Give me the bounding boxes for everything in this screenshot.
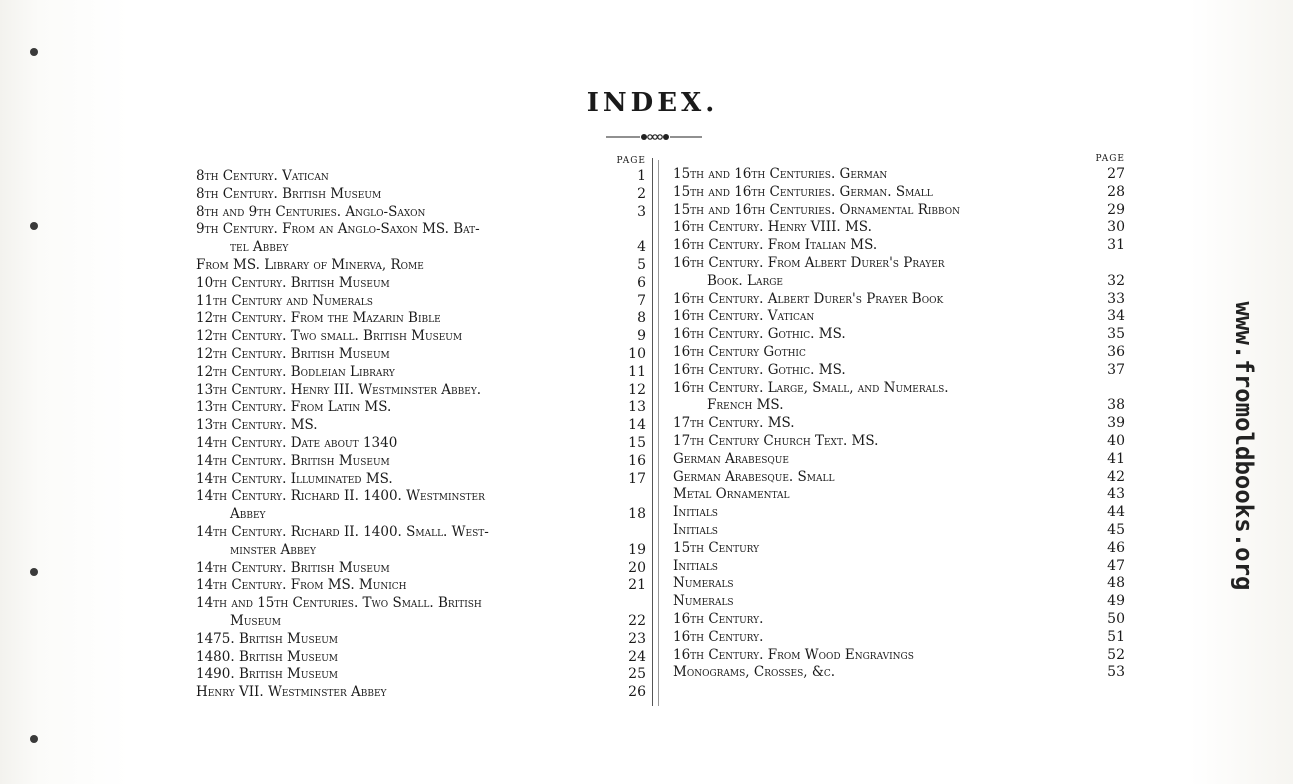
index-entry <box>673 291 1125 309</box>
page-column-header: PAGE <box>616 156 646 166</box>
entry-page-number: 18 <box>628 506 646 523</box>
entry-title: 16th Century Gothic <box>673 343 806 360</box>
index-entry <box>673 308 1125 326</box>
entry-page-number: 29 <box>1107 201 1125 218</box>
entry-page-number: 6 <box>637 274 646 291</box>
entry-title: 14th Century. Date about 1340 <box>196 434 398 451</box>
entry-title: 15th and 16th Centuries. German. Small <box>673 183 933 200</box>
entry-title: 14th and 15th Centuries. Two Small. British <box>196 595 482 612</box>
entry-title: 16th Century. From Wood Engravings <box>673 646 914 663</box>
entry-page-number: 38 <box>1107 397 1125 414</box>
entry-page-number: 48 <box>1107 575 1125 592</box>
entry-title: 1475. British Museum <box>196 630 338 647</box>
entry-page-number: 50 <box>1107 610 1125 627</box>
entry-page-number: 33 <box>1107 290 1125 307</box>
index-entry <box>673 237 1125 255</box>
index-entry <box>196 649 646 667</box>
entry-title: 14th Century. Richard II. 1400. Westminster <box>196 488 485 505</box>
index-entry <box>196 435 646 453</box>
entry-page-number: 7 <box>637 292 646 309</box>
index-entry <box>196 471 646 489</box>
entry-page-number: 20 <box>628 559 646 576</box>
entry-title-continued: minster Abbey <box>230 541 316 558</box>
index-entry <box>673 611 1125 629</box>
index-entry <box>673 575 1125 593</box>
entry-title: 1480. British Museum <box>196 648 338 665</box>
entry-title: 14th Century. From MS. Munich <box>196 577 407 594</box>
entry-title: Metal Ornamental <box>673 486 790 503</box>
entry-page-number: 19 <box>628 541 646 558</box>
index-entry <box>673 415 1125 433</box>
entry-page-number: 32 <box>1107 272 1125 289</box>
entry-title: Numerals <box>673 575 734 592</box>
index-entry <box>196 417 646 435</box>
entry-page-number: 24 <box>628 648 646 665</box>
entry-title: 16th Century. Henry VIII. MS. <box>673 219 872 236</box>
entry-page-number: 25 <box>628 666 646 683</box>
column-divider <box>658 160 659 706</box>
index-entry <box>673 486 1125 504</box>
entry-title: Numerals <box>673 593 734 610</box>
entry-title: 15th Century <box>673 539 760 556</box>
entry-title: German Arabesque <box>673 450 789 467</box>
entry-page-number: 5 <box>637 256 646 273</box>
index-entry <box>673 433 1125 451</box>
entry-title: 13th Century. MS. <box>196 417 318 434</box>
entry-title-continued: Abbey <box>230 506 266 523</box>
entry-page-number: 39 <box>1107 415 1125 432</box>
entry-page-number: 49 <box>1107 593 1125 610</box>
ornament-rule-icon <box>606 130 702 144</box>
entry-page-number: 2 <box>637 185 646 202</box>
entry-page-number: 16 <box>628 452 646 469</box>
index-column-right <box>673 152 1125 682</box>
entry-page-number: 42 <box>1107 468 1125 485</box>
entry-title: 16th Century. Gothic. MS. <box>673 361 846 378</box>
index-entry <box>196 382 646 400</box>
entry-title: 12th Century. British Museum <box>196 345 390 362</box>
entry-page-number: 21 <box>628 577 646 594</box>
index-entry <box>196 221 646 257</box>
index-entry <box>196 257 646 275</box>
entry-title-continued: Museum <box>230 612 281 629</box>
entry-title: 16th Century. From Albert Durer's Prayer <box>673 254 945 271</box>
entry-page-number: 45 <box>1107 521 1125 538</box>
entry-page-number: 28 <box>1107 183 1125 200</box>
entry-title: 17th Century Church Text. MS. <box>673 432 879 449</box>
entry-page-number: 36 <box>1107 343 1125 360</box>
entry-title: 8th Century. British Museum <box>196 185 382 202</box>
index-entry <box>673 184 1125 202</box>
page-title: INDEX. <box>586 88 719 118</box>
index-entry <box>196 577 646 595</box>
entry-title: 16th Century. From Italian MS. <box>673 237 878 254</box>
index-entry <box>673 664 1125 682</box>
entry-page-number: 4 <box>637 239 646 256</box>
entry-page-number: 1 <box>637 168 646 184</box>
index-entry <box>196 631 646 649</box>
entry-page-number: 34 <box>1107 308 1125 325</box>
entry-title: 9th Century. From an Anglo-Saxon MS. Bat- <box>196 221 480 238</box>
entry-title: Monograms, Crosses, &c. <box>673 664 836 681</box>
index-entry <box>196 364 646 382</box>
index-entry <box>196 275 646 293</box>
index-entry <box>673 647 1125 665</box>
entry-title: Initials <box>673 521 718 538</box>
entry-title: 13th Century. Henry III. Westminster Abbey. <box>196 381 482 398</box>
index-entry <box>673 558 1125 576</box>
entry-title: 8th and 9th Centuries. Anglo-Saxon <box>196 203 426 220</box>
entry-page-number: 27 <box>1107 166 1125 182</box>
index-entry <box>196 560 646 578</box>
watermark-text: www.fromoldbooks.org <box>1230 301 1258 591</box>
index-entry <box>673 504 1125 522</box>
entry-title: 16th Century. <box>673 628 764 645</box>
index-entry <box>673 202 1125 220</box>
entry-page-number: 23 <box>628 630 646 647</box>
index-entry <box>196 453 646 471</box>
entry-title: 16th Century. Gothic. MS. <box>673 326 846 343</box>
index-list-right <box>673 166 1125 682</box>
index-entry <box>196 524 646 560</box>
entry-title: 12th Century. Bodleian Library <box>196 363 395 380</box>
index-entry <box>196 186 646 204</box>
entry-page-number: 17 <box>628 470 646 487</box>
entry-title: 13th Century. From Latin MS. <box>196 399 392 416</box>
binding-hole-mark <box>30 222 38 230</box>
index-entry <box>673 219 1125 237</box>
index-entry <box>673 380 1125 416</box>
entry-page-number: 3 <box>637 203 646 220</box>
index-list-left <box>196 168 646 702</box>
index-column-left <box>196 154 646 702</box>
entry-page-number: 53 <box>1107 664 1125 681</box>
entry-title-continued: tel Abbey <box>230 239 289 256</box>
entry-page-number: 35 <box>1107 326 1125 343</box>
entry-title: 14th Century. Richard II. 1400. Small. West- <box>196 523 489 540</box>
index-entry <box>673 362 1125 380</box>
entry-title: 14th Century. British Museum <box>196 559 390 576</box>
entry-page-number: 41 <box>1107 450 1125 467</box>
entry-page-number: 9 <box>637 328 646 345</box>
entry-title: 1490. British Museum <box>196 666 338 683</box>
index-entry <box>196 346 646 364</box>
entry-page-number: 15 <box>628 434 646 451</box>
entry-title: 12th Century. Two small. British Museum <box>196 328 463 345</box>
entry-title: 11th Century and Numerals <box>196 292 373 309</box>
index-entry <box>196 595 646 631</box>
entry-title: 8th Century. Vatican <box>196 168 329 184</box>
entry-page-number: 46 <box>1107 539 1125 556</box>
index-entry <box>196 310 646 328</box>
binding-hole-mark <box>30 48 38 56</box>
entry-page-number: 14 <box>628 417 646 434</box>
entry-page-number: 31 <box>1107 237 1125 254</box>
page-column-header: PAGE <box>1095 154 1125 164</box>
entry-page-number: 51 <box>1107 628 1125 645</box>
entry-title: From MS. Library of Minerva, Rome <box>196 256 424 273</box>
entry-title-continued: French MS. <box>707 397 784 414</box>
entry-title: 12th Century. From the Mazarin Bible <box>196 310 441 327</box>
entry-title: 16th Century. Albert Durer's Prayer Book <box>673 290 944 307</box>
entry-page-number: 13 <box>628 399 646 416</box>
index-entry <box>673 451 1125 469</box>
index-entry <box>196 488 646 524</box>
entry-page-number: 44 <box>1107 504 1125 521</box>
index-entry <box>196 399 646 417</box>
entry-page-number: 30 <box>1107 219 1125 236</box>
entry-page-number: 22 <box>628 612 646 629</box>
entry-page-number: 40 <box>1107 432 1125 449</box>
entry-page-number: 11 <box>628 363 646 380</box>
index-entry <box>673 593 1125 611</box>
entry-page-number: 26 <box>628 684 646 701</box>
entry-page-number: 37 <box>1107 361 1125 378</box>
entry-page-number: 10 <box>628 345 646 362</box>
index-entry <box>196 293 646 311</box>
index-entry <box>673 344 1125 362</box>
entry-title: Henry VII. Westminster Abbey <box>196 684 387 701</box>
index-entry <box>673 326 1125 344</box>
entry-title-continued: Book. Large <box>707 272 783 289</box>
index-entry <box>196 666 646 684</box>
index-entry <box>673 255 1125 291</box>
entry-title: Initials <box>673 504 718 521</box>
entry-page-number: 8 <box>637 310 646 327</box>
entry-title: 16th Century. Vatican <box>673 308 815 325</box>
entry-title: 14th Century. British Museum <box>196 452 390 469</box>
entry-title: 16th Century. <box>673 610 764 627</box>
index-entry <box>673 629 1125 647</box>
entry-title: 14th Century. Illuminated MS. <box>196 470 393 487</box>
entry-page-number: 52 <box>1107 646 1125 663</box>
entry-title: 15th and 16th Centuries. German <box>673 166 888 182</box>
entry-title: Initials <box>673 557 718 574</box>
binding-hole-mark <box>30 735 38 743</box>
entry-title: 15th and 16th Centuries. Ornamental Ribbon <box>673 201 961 218</box>
column-divider <box>652 158 653 706</box>
entry-title: German Arabesque. Small <box>673 468 835 485</box>
entry-page-number: 12 <box>628 381 646 398</box>
index-entry <box>673 166 1125 184</box>
index-entry <box>196 204 646 222</box>
index-entry <box>196 328 646 346</box>
index-entry <box>196 684 646 702</box>
index-entry <box>673 522 1125 540</box>
entry-page-number: 43 <box>1107 486 1125 503</box>
entry-title: 16th Century. Large, Small, and Numerals. <box>673 379 949 396</box>
index-entry <box>673 469 1125 487</box>
entry-title: 17th Century. MS. <box>673 415 795 432</box>
index-entry <box>196 168 646 186</box>
entry-page-number: 47 <box>1107 557 1125 574</box>
binding-hole-mark <box>30 568 38 576</box>
index-entry <box>673 540 1125 558</box>
entry-title: 10th Century. British Museum <box>196 274 390 291</box>
